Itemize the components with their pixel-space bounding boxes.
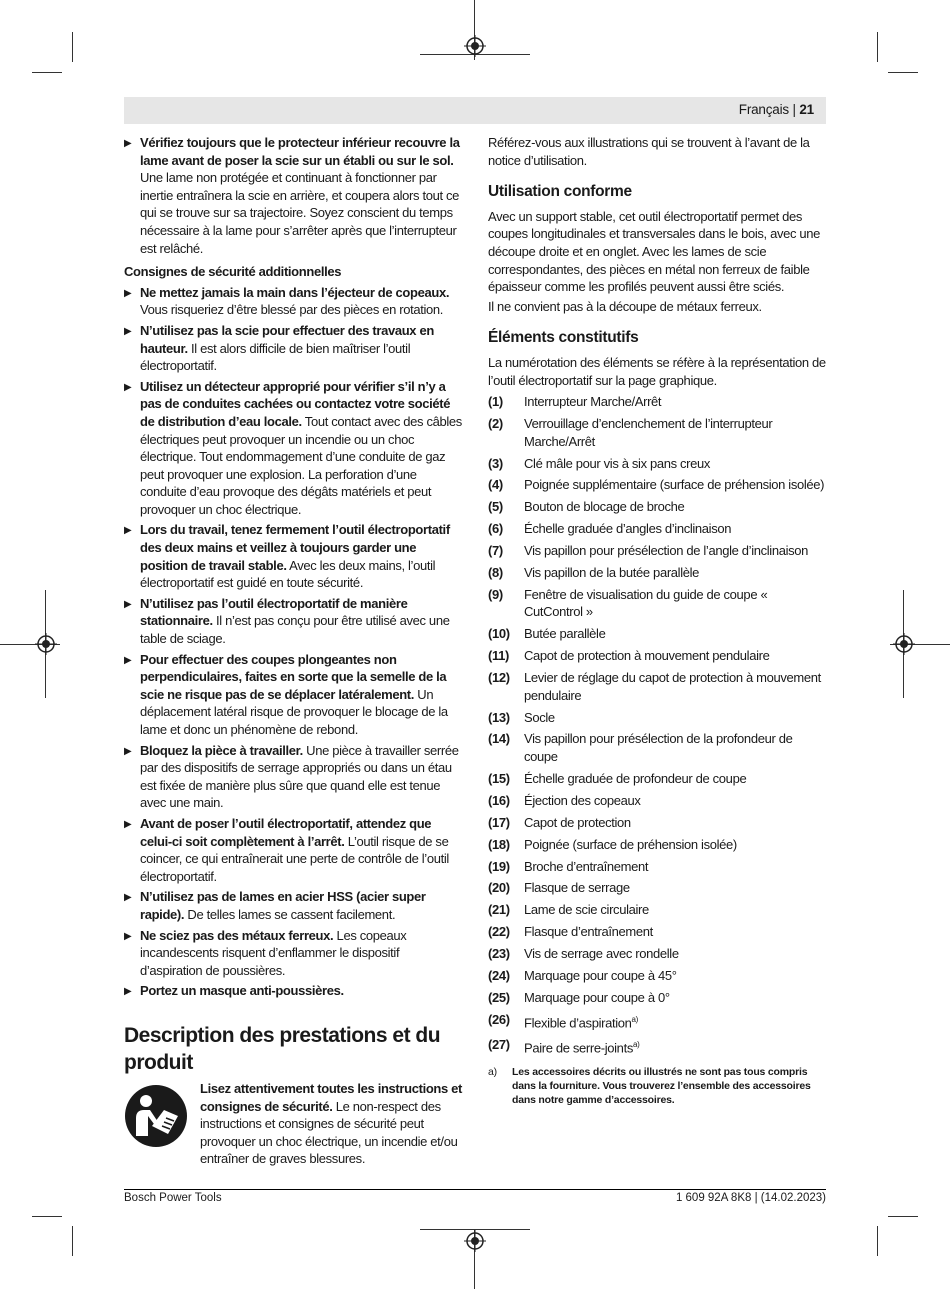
- header-text: Français | 21: [738, 102, 814, 117]
- page-number: 21: [799, 102, 814, 117]
- safety-bullet: ▶ N’utilisez pas de lames en acier HSS (acier super rapide). De telles lames se cassent facilement.: [124, 888, 464, 923]
- component-label: Broche d’entraînement: [524, 858, 649, 874]
- component-label: Levier de réglage du capot de protection à mouvement pendulaire: [524, 670, 821, 703]
- component-label: Vis de serrage avec rondelle: [524, 946, 679, 962]
- component-item: [488, 836, 826, 854]
- component-number: (10): [488, 626, 510, 642]
- safety-bullet: ▶ Pour effectuer des coupes plongeantes non perpendiculaires, faites en sorte que la semelle de la scie ne risque pas de se déplacer latéralement. Un déplacement latéral risque de provoquer le blocage de la lame et donc un phénomène de rebond.: [124, 651, 464, 739]
- component-item: [488, 455, 826, 473]
- component-item: [488, 564, 826, 582]
- safety-bullet: ▶ N’utilisez pas la scie pour effectuer des travaux en hauteur. Il est alors difficile de bien maîtriser l’outil électroportatif.: [124, 322, 464, 375]
- component-label: Butée parallèle: [524, 626, 606, 642]
- component-number: (19): [488, 858, 510, 874]
- crop-mark: [888, 1216, 918, 1217]
- component-number: (8): [488, 564, 503, 580]
- component-number: (2): [488, 416, 503, 432]
- crop-mark: [877, 1226, 878, 1256]
- component-label: Capot de protection à mouvement pendulaire: [524, 648, 770, 664]
- component-label: Vis papillon pour présélection de la profondeur de coupe: [524, 731, 793, 765]
- component-label: Capot de protection: [524, 814, 631, 830]
- component-label: Lame de scie circulaire: [524, 902, 649, 918]
- component-number: (24): [488, 967, 510, 983]
- component-item: [488, 730, 826, 765]
- component-number: (14): [488, 731, 510, 747]
- component-item: [488, 901, 826, 919]
- subheading-additional-safety: Consignes de sécurité additionnelles: [124, 264, 342, 280]
- component-number: (15): [488, 770, 510, 786]
- crop-mark: [32, 1216, 62, 1217]
- component-number: (3): [488, 455, 503, 471]
- component-label: Socle: [524, 709, 555, 725]
- safety-bullet: ▶ Ne mettez jamais la main dans l’éjecteur de copeaux. Vous risqueriez d’être blessé par des pièces en rotation.: [124, 284, 464, 319]
- safety-bullet: ▶ N’utilisez pas l’outil électroportatif de manière stationnaire. Il n’est pas conçu pour être utilisé avec une table de sciage.: [124, 595, 464, 648]
- safety-bullet: ▶ Ne sciez pas des métaux ferreux. Les copeaux incandescents risquent d’enflammer le dispositif d’aspiration de poussières.: [124, 927, 464, 980]
- component-item: [488, 967, 826, 985]
- right-column: [488, 134, 826, 1107]
- usage-text-2: Il ne convient pas à la découpe de métaux ferreux.: [488, 298, 762, 314]
- component-number: (12): [488, 670, 510, 686]
- registration-mark-icon: [464, 35, 486, 57]
- component-label: Marquage pour coupe à 0°: [524, 989, 670, 1005]
- component-number: (13): [488, 709, 510, 725]
- component-number: (21): [488, 902, 510, 918]
- crop-mark: [72, 1226, 73, 1256]
- component-number: (20): [488, 880, 510, 896]
- registration-mark-icon: [464, 1230, 486, 1252]
- component-item: [488, 792, 826, 810]
- registration-mark-icon: [893, 633, 915, 655]
- usage-title: Utilisation conforme: [488, 183, 632, 201]
- component-item: [488, 1036, 826, 1057]
- warning-block: Lisez attentivement toutes les instructions et consignes de sécurité. Le non-respect des instructions et consignes de sécurité peut provoquer un choc électrique, un incendie et/ou entraîner de graves blessures.: [124, 1080, 464, 1172]
- component-label: Échelle graduée de profondeur de coupe: [524, 770, 747, 786]
- component-item: [488, 498, 826, 516]
- safety-bullet: ▶ Utilisez un détecteur approprié pour vérifier s’il n’y a pas de conduites cachées ou contactez votre société de distribution d’eau locale. Tout contact avec des câbles électriques peut provoquer un incendie ou un choc électrique. Tout endommagement d’une conduite de gaz peut provoquer une explosion. La perforation d’une conduite d’eau provoque des dégâts matériels et peut provoquer un choc électrique.: [124, 378, 464, 519]
- component-item: [488, 625, 826, 643]
- component-item: [488, 879, 826, 897]
- component-item: [488, 1011, 826, 1032]
- component-number: (7): [488, 543, 503, 559]
- component-item: [488, 709, 826, 727]
- component-label: Éjection des copeaux: [524, 792, 641, 808]
- component-label: Paire de serre-joints$^{a)}$: [524, 1039, 640, 1056]
- component-number: (16): [488, 792, 510, 808]
- component-number: (27): [488, 1036, 510, 1052]
- component-item: [488, 669, 826, 704]
- footer-brand: Bosch Power Tools: [124, 1192, 222, 1204]
- component-item: [488, 945, 826, 963]
- component-number: (6): [488, 521, 503, 537]
- safety-bullet: ▶ Vérifiez toujours que le protecteur inférieur recouvre la lame avant de poser la scie sur un établi ou sur le sol. Une lame non protégée et continuant à fonctionner par inertie entraînera la scie en arrière, et coupera alors tout ce qui se trouve sur sa trajectoire. Soyez conscient du temps nécessaire à la lame pour s’arrêter après que l’interrupteur est relâché.: [124, 134, 464, 257]
- components-title: Éléments constitutifs: [488, 329, 639, 347]
- component-label: Vis papillon pour présélection de l’angle d’inclinaison: [524, 543, 809, 559]
- component-item: [488, 393, 826, 411]
- component-item: [488, 415, 826, 450]
- component-item: [488, 520, 826, 538]
- safety-bullet: ▶ Lors du travail, tenez fermement l’outil électroportatif des deux mains et veillez à toujours garder une position de travail stable. Avec les deux mains, l’outil électroportatif est guidé en toute sécurité.: [124, 521, 464, 591]
- component-item: [488, 476, 826, 494]
- crop-mark: [877, 32, 878, 62]
- component-item: [488, 542, 826, 560]
- component-label: Verrouillage d’enclenchement de l’interrupteur Marche/Arrêt: [524, 416, 773, 449]
- page-header: [124, 97, 826, 124]
- component-number: (4): [488, 477, 503, 493]
- components-intro: La numérotation des éléments se réfère à la représentation de l’outil électroportatif sur la page graphique.: [488, 354, 826, 388]
- component-number: (11): [488, 648, 510, 664]
- component-number: (23): [488, 946, 510, 962]
- component-label: Flexible d’aspiration$^{a)}$: [524, 1014, 638, 1031]
- component-number: (17): [488, 814, 510, 830]
- component-number: (25): [488, 989, 510, 1005]
- component-label: Bouton de blocage de broche: [524, 499, 685, 515]
- component-label: Flasque de serrage: [524, 880, 630, 896]
- safety-bullet: ▶ Portez un masque anti-poussières.: [124, 982, 464, 1000]
- footnote: a) Les accessoires décrits ou illustrés ne sont pas tous compris dans la fourniture. Vous trouverez l’ensemble des accessoires dans notre gamme d’accessoires.: [488, 1065, 811, 1106]
- usage-text: Avec un support stable, cet outil électroportatif permet des coupes longitudinales et transversales dans le bois, avec une découpe droite et en onglet. Avec les lames de scie correspondantes, des pièces en métal non ferreux de faible épaisseur comme les profilés peuvent aussi être sciés.: [488, 208, 821, 295]
- component-item: [488, 770, 826, 788]
- components-list: [488, 393, 826, 1057]
- component-item: [488, 814, 826, 832]
- section-title: Description des prestations et du produit: [124, 1023, 441, 1074]
- safety-bullet: ▶ Bloquez la pièce à travailler. Une pièce à travailler serrée par des dispositifs de serrage appropriés ou dans un étau est fixée de manière plus sûre que quand elle est tenue avec une main.: [124, 742, 464, 812]
- component-label: Fenêtre de visualisation du guide de coupe « CutControl »: [524, 586, 768, 620]
- crop-mark: [72, 32, 73, 62]
- left-column: [124, 134, 464, 1172]
- registration-mark-icon: [35, 633, 57, 655]
- component-number: (5): [488, 499, 503, 515]
- footer-divider: [124, 1189, 826, 1190]
- component-item: [488, 858, 826, 876]
- component-number: (1): [488, 394, 503, 410]
- crop-mark: [888, 72, 918, 73]
- component-label: Échelle graduée d’angles d’inclinaison: [524, 521, 732, 537]
- component-item: [488, 923, 826, 941]
- crop-mark: [32, 72, 62, 73]
- component-label: Vis papillon de la butée parallèle: [524, 564, 700, 580]
- component-number: (26): [488, 1011, 510, 1027]
- safety-bullet: ▶ Avant de poser l’outil électroportatif, attendez que celui-ci soit complètement à l’arrêt. L’outil risque de se coincer, ce qui entraînerait une perte de contrôle de l’outil électroportatif.: [124, 815, 464, 885]
- component-number: (18): [488, 836, 510, 852]
- component-label: Poignée supplémentaire (surface de préhension isolée): [524, 477, 825, 493]
- component-label: Interrupteur Marche/Arrêt: [524, 394, 662, 410]
- component-label: Marquage pour coupe à 45°: [524, 967, 677, 983]
- footer-doc-id: 1 609 92A 8K8 | (14.02.2023): [675, 1192, 826, 1204]
- component-item: [488, 647, 826, 665]
- component-label: Flasque d’entraînement: [524, 924, 653, 940]
- header-language: Français: [738, 102, 789, 117]
- component-item: [488, 989, 826, 1007]
- read-manual-icon: [124, 1084, 188, 1148]
- component-label: Poignée (surface de préhension isolée): [524, 836, 737, 852]
- intro-text: Référez-vous aux illustrations qui se trouvent à l’avant de la notice d’utilisation.: [488, 135, 810, 168]
- component-number: (22): [488, 924, 510, 940]
- component-item: [488, 586, 826, 621]
- component-label: Clé mâle pour vis à six pans creux: [524, 455, 711, 471]
- component-number: (9): [488, 586, 503, 602]
